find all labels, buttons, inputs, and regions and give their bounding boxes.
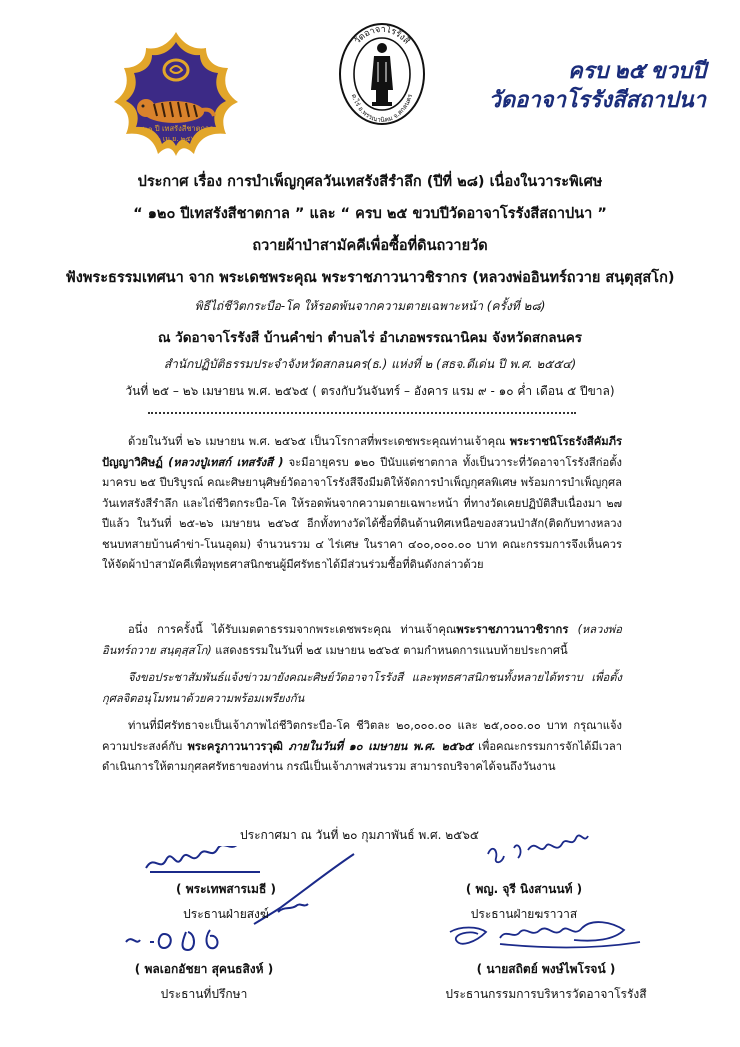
p2-monk-name: พระราชภาวนาวชิรากร [456,623,569,636]
announcement-title: ประกาศ เรื่อง การบำเพ็ญกุศลวันเทสรังสีรำลึก (ปีที่ ๒๘) เนื่องในวาระพิเศษ [137,174,603,190]
paragraph-3 [102,668,622,709]
signatory-block-1 [126,880,326,924]
p2-monk-alias: (หลวงพ่ออินทร์ถวาย สนฺตุสฺสโก) [102,623,623,657]
p1-text-a: ด้วยในวันที่ ๒๖ เมษายน พ.ศ. ๒๕๖๕ เป็นวโรกาสที่พระเดชพระคุณท่านเจ้าคุณ [128,435,510,448]
signatory-2-name: ( พญ. จุรี นิงสานนท์ ) [465,882,583,896]
p4-deadline: ภายในวันที่ ๑๐ เมษายน พ.ศ. ๒๕๖๕ [282,739,473,753]
signature-2-scrawl [480,830,600,870]
issue-date: ประกาศมา ณ วันที่ ๒๐ กุมภาพันธ์ พ.ศ. ๒๕๖๕ [240,828,479,842]
signatory-3-position: ประธานที่ปรึกษา [160,987,248,1001]
standing-figure-icon [371,43,393,106]
emblem-text-line1: ๑๒๐ ปี เทสรังสีชาตกาล [138,124,214,133]
signatory-block-3 [104,960,304,1004]
emblem-text-line2: ๒๖ เม.ย. ๒๕๖๕ [151,135,201,143]
event-date-line: วันที่ ๒๕ – ๒๖ เมษายน พ.ศ. ๒๕๖๕ ( ตรงกับวันจันทร์ – อังคาร แรม ๙ - ๑๐ ค่ำ เดือน ๕ ปีขาล) [125,384,615,398]
p1-honoree-alias: (หลวงปู่เทสก์ เทสรังสี ) [168,455,284,469]
p2-text-a: อนึ่ง การครั้งนี้ ได้รับเมตตาธรรมจากพระเดชพระคุณ ท่านเจ้าคุณ [128,623,457,636]
seal-text-top: วัดอาจาโรรังสี [352,24,412,47]
dotted-divider [148,412,576,414]
signatory-1-name: ( พระเทพสารเมธี ) [176,882,276,896]
p2-text-d: แสดงธรรมในวันที่ ๒๕ เมษายน ๒๕๖๕ ตามกำหนดการแนบท้ายประกาศนี้ [211,643,568,657]
signature-4-scrawl [440,918,650,958]
tesrangsi-120-years-emblem [110,28,242,160]
signatory-block-4 [426,960,666,1004]
signatory-4-position: ประธานกรรมการบริหารวัดอาจาโรรังสี [445,987,647,1001]
ceremony-line: พิธีไถ่ชีวิตกระบือ-โค ให้รอดพ้นจากความตายเฉพาะหน้า (ครั้งที่ ๒๘) [194,299,546,313]
signature-3-scrawl [120,922,250,958]
seal-text-bottom: ต.ไร่ อ.พรรณานิคม จ.สกลนคร [349,92,415,125]
anniversary-line-2: วัดอาจาโรรังสีสถาปนา [488,87,706,112]
occasion-title: “ ๑๒๐ ปีเทสรังสีชาตกาล ” และ “ ครบ ๒๕ ขวบปีวัดอาจาโรรังสีสถาปนา ” [133,206,607,222]
anniversary-line-1: ครบ ๒๕ ขวบปี [568,58,706,83]
paragraph-1 [102,432,622,576]
signatory-2-position: ประธานฝ่ายฆราวาส [470,907,578,921]
venue-line: ณ วัดอาจาโรรังสี บ้านคำข่า ตำบลไร่ อำเภอพรรณานิคม จังหวัดสกลนคร [157,330,583,346]
signatory-3-name: ( พลเอกอัชยา สุคนธสิงห์ ) [134,962,274,976]
p1-text-d: จะมีอายุครบ ๑๒๐ ปีนับแต่ชาตกาล ทั้งเป็นวาระที่วัดอาจาโรรังสีก่อตั้งมาครบ ๒๕ ปีบริบูรณ์ คณะศิษยานุศิษย์วัดอาจาโรรังสีจึงมีมติให้จัดการบำเพ็ญกุศลพิเศษ พร้อมการบำเพ็ญกุศลวันเทสรังสีรำลึก และไถ่ชีวิตกระบือ-โค ให้รอดพ้นจากความตายเฉพาะหน้า ที่ทางวัดเคยปฏิบัติสืบเนื่องมา ๒๗ ปีแล้ว ในวันที่ ๒๕-๒๖ เมษายน ๒๕๖๕ อีกทั้งทางวัดได้ซื้อที่ดินด้านทิศเหนือของสวนป่าสัก(ติดกับทางหลวงชนบทสายบ้านคำข่า-โนนอุดม) จำนวนรวม ๔ ไร่เศษ ในราคา ๔๐๐,๐๐๐.๐๐ บาท คณะกรรมการจึงเห็นควรให้จัดผ้าป่าสามัคคีเพื่อพุทธศาสนิกชนผู้มีศรัทธาได้มีส่วนร่วมซื้อที่ดินดังกล่าวด้วย [102,455,622,571]
institution-line: สำนักปฏิบัติธรรมประจำจังหวัดสกลนคร(ธ.) แห่งที่ ๒ (สธจ.ดีเด่น ปี พ.ศ. ๒๕๕๔) [163,357,577,371]
paragraph-2 [102,620,622,661]
offering-title: ถวายผ้าป่าสามัคคีเพื่อซื้อที่ดินถวายวัด [252,238,488,254]
paragraph-4 [102,716,622,778]
temple-seal-emblem [338,22,426,126]
p4-text-d: เพื่อคณะกรรมการจักได้มีเวลาดำเนินการให้ตามกุศลศรัทธาของท่าน กรณีเป็นเจ้าภาพส่วนรวม สามารถบริจาคได้จนถึงวันงาน [102,739,622,773]
anniversary-title [488,56,706,114]
signatory-4-name: ( นายสถิตย์ พงษ์ไพโรจน์ ) [476,962,616,976]
sermon-line: ฟังพระธรรมเทศนา จาก พระเดชพระคุณ พระราชภาวนาวชิรากร (หลวงพ่ออินทร์ถวาย สนฺตุสฺสโก) [65,270,675,286]
p4-contact-name: พระครูภาวนาวรวุฒิ [187,739,283,753]
signatory-1-position: ประธานฝ่ายสงฆ์ [183,907,269,921]
p1-honoree-name: พระราชนิโรธรังสีคัมภีรปัญญาวิศิษฏ์ [102,435,622,469]
signatory-block-2 [424,880,624,924]
p3-text: จึงขอประชาสัมพันธ์แจ้งข่าวมายังคณะศิษย์วัดอาจาโรรังสี และพุทธศาสนิกชนทั้งหลายได้ทราบ เพื่อตั้งกุศลจิตอนุโมทนาด้วยความพร้อมเพรียงกัน [102,671,622,705]
p4-text-a: ท่านที่มีศรัทธาจะเป็นเจ้าภาพไถ่ชีวิตกระบือ-โค ชีวิตละ ๒๐,๐๐๐.๐๐ และ ๒๕,๐๐๐.๐๐ บาท กรุณาแจ้งความประสงค์กับ [102,719,622,753]
